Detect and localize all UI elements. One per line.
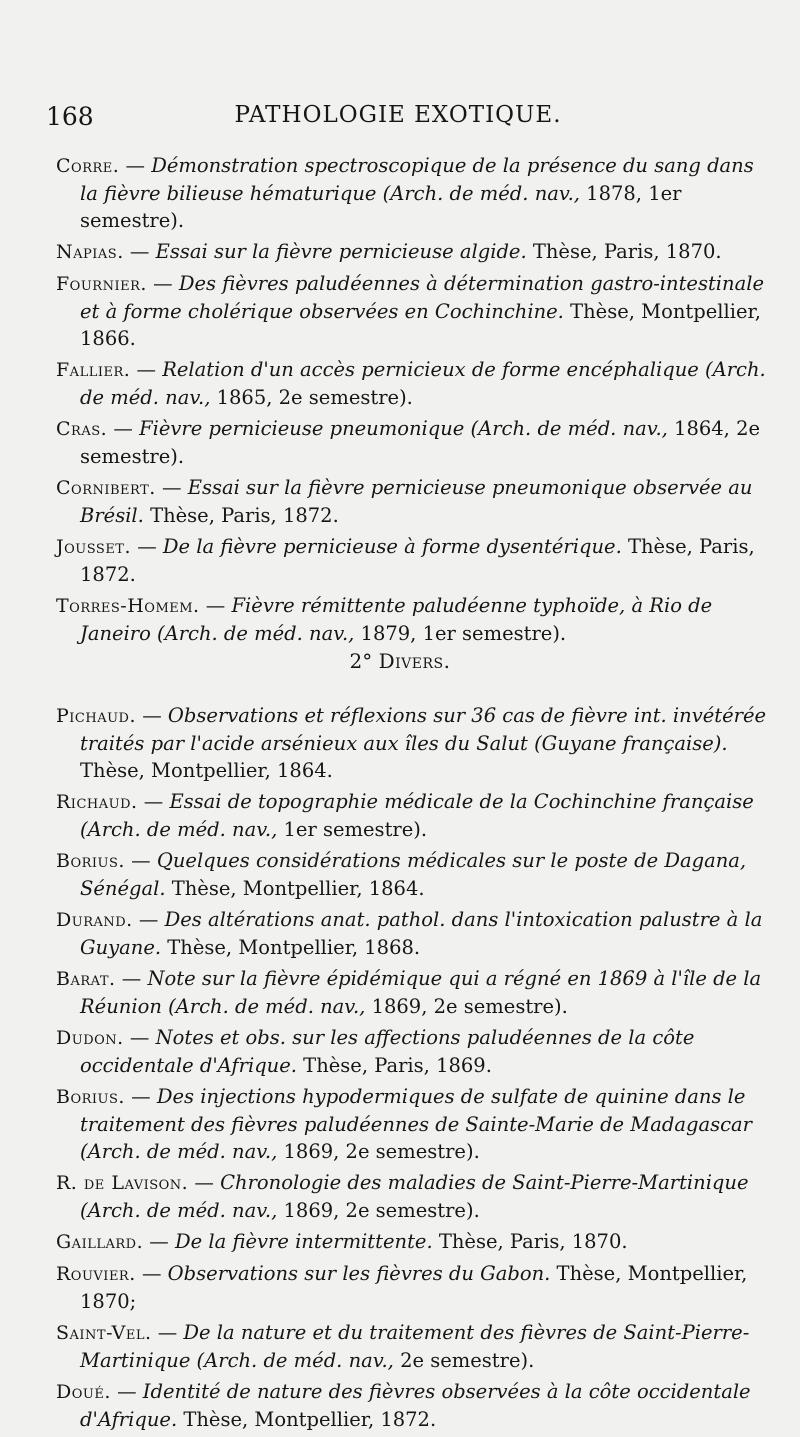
entry-details: Thèse, Paris, 1870. — [432, 1230, 628, 1253]
bibliography-entry: Doué. — Identité de nature des fièvres observées à la côte occidentale d'Afrique. Thèse, Montpellier, 1872. — [56, 1380, 751, 1431]
entry-details: Thèse, Paris, 1872. — [143, 504, 339, 527]
entry-author: Jousset. — [56, 536, 132, 558]
page-header — [46, 102, 750, 138]
entry-details: Thèse, Montpellier, 1864. — [80, 759, 333, 782]
bibliography-entry: Torres-Homem. — Fièvre rémittente paludéenne typhoïde, à Rio de Janeiro (Arch. de méd. nav., 1879, 1er semestre). — [56, 594, 713, 645]
entry-author: Doué. — [56, 1381, 111, 1403]
entry-details: Thèse, Montpellier, 1864. — [165, 877, 425, 900]
bibliography-entry: Rouvier. — Observations sur les fièvres du Gabon. Thèse, Montpellier, 1870; — [56, 1262, 748, 1313]
bibliography-entry: R. de Lavison. — Chronologie des maladies de Saint-Pierre-Martinique (Arch. de méd. nav., 1869, 2e semestre). — [56, 1171, 749, 1222]
entry-title: Des altérations anat. pathol. dans l'intoxication palustre à la Guyane. — [80, 908, 763, 959]
entry-details: 1864, 2e semestre). — [80, 417, 761, 468]
entry-title: Essai de topographie médicale de la Cochinchine française (Arch. de méd. nav., — [80, 790, 754, 841]
entry-title: Essai sur la fièvre pernicieuse pneumonique observée au Brésil. — [80, 476, 753, 527]
entry-details: 2e semestre). — [393, 1349, 535, 1372]
entry-details: Thèse, Montpellier, 1872. — [177, 1408, 437, 1431]
entry-details: 1er semestre). — [277, 818, 428, 841]
entry-title: Notes et obs. sur les affections paludéennes de la côte occidentale d'Afrique. — [80, 1026, 695, 1077]
entry-details: 1869, 2e semestre). — [277, 1199, 480, 1222]
entry-title: Chronologie des maladies de Saint-Pierre-Martinique (Arch. de méd. nav., — [80, 1171, 749, 1222]
entry-author: Cras. — [56, 418, 108, 440]
page-number: 168 — [46, 102, 94, 131]
entry-title: Des injections hypodermiques de sulfate de quinine dans le traitement des fièvres paludéennes de Sainte-Marie de Madagascar (Arch. de méd. nav., — [80, 1085, 752, 1163]
bibliography-entry: Borius. — Quelques considérations médicales sur le poste de Dagana, Sénégal. Thèse, Montpellier, 1864. — [56, 849, 747, 900]
entry-author: Gaillard. — [56, 1231, 144, 1253]
entry-details: Thèse, Montpellier, 1866. — [80, 300, 761, 350]
bibliography-entry: Cras. — Fièvre pernicieuse pneumonique (Arch. de méd. nav., 1864, 2e semestre). — [56, 417, 761, 468]
entry-title: Observations et réflexions sur 36 cas de fièvre int. invétérée traités par l'acide arsénieux aux îles du Salut (Guyane française). — [80, 704, 767, 755]
running-title: PATHOLOGIE EXOTIQUE. — [234, 102, 562, 128]
entry-details: 1865, 2e semestre). — [210, 386, 413, 409]
entry-details: 1869, 2e semestre). — [365, 995, 568, 1018]
entry-title: De la fièvre intermittente. — [175, 1230, 433, 1253]
entry-details: Thèse, Paris, 1870. — [526, 240, 722, 263]
bibliography-entry: Napias. — Essai sur la fièvre pernicieuse algide. Thèse, Paris, 1870. — [56, 240, 722, 263]
section-heading — [0, 647, 800, 675]
entry-title: De la fièvre pernicieuse à forme dysentérique. — [162, 535, 622, 558]
entry-author: Barat. — [56, 968, 116, 990]
entry-title: Identité de nature des fièvres observées à la côte occidentale d'Afrique. — [80, 1380, 751, 1431]
bibliography-entry: Fournier. — Des fièvres paludéennes à détermination gastro-intestinale et à forme cholérique observées en Cochinchine. Thèse, Montpellier, 1866. — [56, 272, 765, 350]
bibliography-section-1 — [56, 152, 768, 651]
entry-title: Des fièvres paludéennes à détermination gastro-intestinale et à forme cholérique observées en Cochinchine. — [80, 272, 765, 323]
bibliography-section-2 — [56, 702, 768, 1437]
bibliography-entry: Barat. — Note sur la fièvre épidémique qui a régné en 1869 à l'île de la Réunion (Arch. de méd. nav., 1869, 2e semestre). — [56, 967, 762, 1018]
bibliography-entry: Corre. — Démonstration spectroscopique de la présence du sang dans la fièvre bilieuse hématurique (Arch. de méd. nav., 1878, 1er semestre). — [56, 154, 754, 232]
entry-author: Corre. — [56, 155, 120, 177]
entry-author: Durand. — [56, 909, 133, 931]
entry-author: R. de Lavison. — [56, 1172, 189, 1194]
entry-author: Dudon. — [56, 1027, 124, 1049]
entry-author: Borius. — [56, 1086, 125, 1108]
entry-title: Relation d'un accès pernicieux de forme encéphalique (Arch. de méd. nav., — [80, 358, 766, 409]
bibliography-entry: Richaud. — Essai de topographie médicale de la Cochinchine française (Arch. de méd. nav., 1er semestre). — [56, 790, 754, 841]
entry-details: 1869, 2e semestre). — [277, 1140, 480, 1163]
entry-title: Fièvre pernicieuse pneumonique (Arch. de méd. nav., — [139, 417, 668, 440]
section-number: 2° — [349, 649, 373, 673]
bibliography-entry: Gaillard. — De la fièvre intermittente. Thèse, Paris, 1870. — [56, 1230, 628, 1253]
entry-author: Rouvier. — [56, 1263, 136, 1285]
entry-author: Richaud. — [56, 791, 138, 813]
bibliography-entry: Borius. — Des injections hypodermiques de sulfate de quinine dans le traitement des fièvres paludéennes de Sainte-Marie de Madagascar (Arch. de méd. nav., 1869, 2e semestre). — [56, 1085, 752, 1163]
entry-author: Cornibert. — [56, 477, 156, 499]
entry-title: Essai sur la fièvre pernicieuse algide. — [155, 240, 527, 263]
bibliography-entry: Fallier. — Relation d'un accès pernicieux de forme encéphalique (Arch. de méd. nav., 1865, 2e semestre). — [56, 358, 766, 409]
bibliography-entry: Dudon. — Notes et obs. sur les affections paludéennes de la côte occidentale d'Afrique. Thèse, Paris, 1869. — [56, 1026, 695, 1077]
entry-author: Napias. — [56, 241, 124, 263]
bibliography-entry: Durand. — Des altérations anat. pathol. dans l'intoxication palustre à la Guyane. Thèse, Montpellier, 1868. — [56, 908, 763, 959]
entry-author: Fournier. — [56, 273, 147, 295]
entry-author: Torres-Homem. — [56, 595, 200, 617]
entry-details: 1878, 1er semestre). — [80, 182, 682, 232]
entry-title: Observations sur les fièvres du Gabon. — [167, 1262, 551, 1285]
entry-title: Démonstration spectroscopique de la présence du sang dans la fièvre bilieuse hématurique (Arch. de méd. nav., — [80, 154, 754, 205]
section-label: Divers. — [378, 649, 451, 673]
entry-author: Fallier. — [56, 359, 131, 381]
entry-title: Quelques considérations médicales sur le poste de Dagana, Sénégal. — [80, 849, 747, 900]
bibliography-entry: Saint-Vel. — De la nature et du traitement des fièvres de Saint-Pierre-Martinique (Arch. de méd. nav., 2e semestre). — [56, 1321, 750, 1372]
entry-author: Pichaud. — [56, 705, 137, 727]
entry-details: Thèse, Paris, 1869. — [296, 1054, 492, 1077]
entry-details: Thèse, Paris, 1872. — [80, 535, 755, 586]
entry-details: Thèse, Montpellier, 1868. — [161, 936, 421, 959]
entry-details: 1879, 1er semestre). — [354, 622, 567, 645]
entry-title: Fièvre rémittente paludéenne typhoïde, à Rio de Janeiro (Arch. de méd. nav., — [80, 594, 713, 645]
entry-author: Saint-Vel. — [56, 1322, 152, 1344]
entry-details: Thèse, Montpellier, 1870; — [80, 1262, 748, 1313]
bibliography-entry: Pichaud. — Observations et réflexions sur 36 cas de fièvre int. invétérée traités par l'acide arsénieux aux îles du Salut (Guyane française). Thèse, Montpellier, 1864. — [56, 704, 767, 782]
entry-title: De la nature et du traitement des fièvres de Saint-Pierre-Martinique (Arch. de méd. nav., — [80, 1321, 750, 1372]
entry-title: Note sur la fièvre épidémique qui a régné en 1869 à l'île de la Réunion (Arch. de méd. nav., — [80, 967, 762, 1018]
entry-author: Borius. — [56, 850, 125, 872]
bibliography-entry: Cornibert. — Essai sur la fièvre pernicieuse pneumonique observée au Brésil. Thèse, Paris, 1872. — [56, 476, 753, 527]
bibliography-entry: Jousset. — De la fièvre pernicieuse à forme dysentérique. Thèse, Paris, 1872. — [56, 535, 755, 586]
